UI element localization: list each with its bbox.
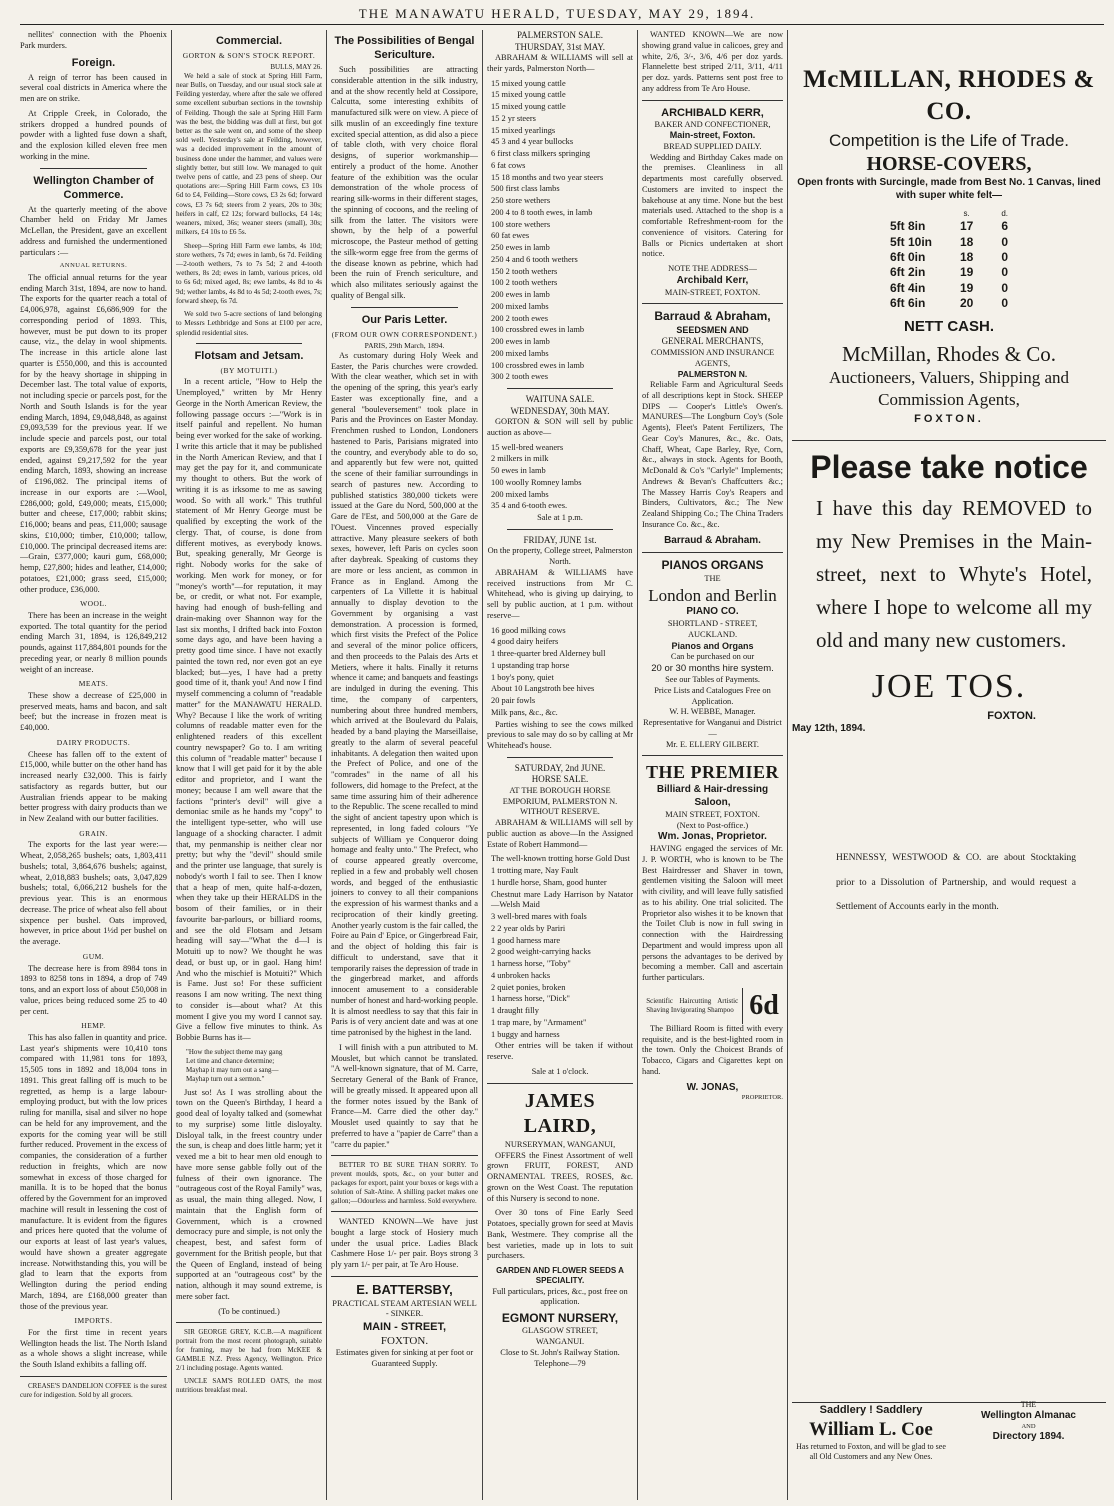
price-pence: 0	[1001, 265, 1009, 280]
pianos-manager: W. H. WEBBE, Manager.	[669, 707, 756, 717]
wool-paragraph: There has been an increase in the weight exported. The total quantity for the period ending March 31, 1894, is 126,849,212 pounds, against 117,884,801 pounds for the preceding year, or nearly 8 million pounds weight of an increase.	[20, 610, 167, 674]
laird-body: Over 30 tons of Fine Early Seed Potatoes, specially grown for seed at Mavis Bank, Westmere. They comprise all the best varieties, made up in lots to suit purchasers.	[487, 1208, 633, 1261]
dateline: BULLS, MAY 26.	[270, 62, 322, 71]
kerr-address: MAIN-STREET, FOXTON.	[664, 287, 761, 297]
paris-paragraph: As customary during Holy Week and Easter, the Paris churches were crowded. With the clear weather, which set in with the opening of the spring, this year's early Easter was exceptionally fine, and a general "bouleversement" took place in Paris and the Provinces on Easter Monday. Frenchmen rushed to London, Londoners hastened to Paris, Parisians migrated into the country, and everybody able to do so, and apparently but few were not, quitted the scene of their familiar surroundings in search of pastures new. According to published statistics 380,000 tickets were issued at the Gare du Nord, 500,000 at the Gare de l'Est, and 500,000 at the Gare de l'Ouest. Vincennes proved especially attractive. Many pleasure seekers of both sexes, however, left Paris on cycles soon after daybreak. Speaking of customs they are more or less ancient, as common in France as in England. Among the carpenters of La Villette it is habitual annually to display devotion to the Government by organising a vast demonstration. A procession is formed, which first visits the Prefect of the Police and several of the minor police officers, and then proceeds to the Palais des Arts et Metiers, where it halts. Finally it returns whence it came; and banquets and feastings are indulged in during the evening. This time, the company of carpenters, numbering about three hundred members, which arrived at the Boulevard du Palais, headed by a band playing the Marseillaise, greatly to the alarm of several peaceful inhabitants. A delegation then waited upon the Prefect of Police, and one of the "comrades" in the name of all his followers, did homage to the Prefect, at the same time assuring him of their adherence to the Republic. The scene recalled to mind the sight of ancient tapestry upon which is represented, in long faded colours "Ye subjects of William ye Conqueror doing homage and fealty unto." The Prefect, who of course appeared greatly overcome, replied in a few and probably well chosen words, and begged of the enthusiastic joiners to convey to all their companions the expression of his warmest thanks and a reciprocation of their kindly greeting. Another yearly custom is the fair called, the Foire au Pain d' Epice, or Gingerbread Fair, and the object of holding this fair is difficult to understand, save that it temporarily raises the depression of trade in the gingerbread market, and affords innocent amusement to a considerable number of honest and hard-working people. It is almost needless to say that this fair in Paris is of very ancient date and was at one time patronised by the highest in the land.	[331, 350, 478, 1038]
notice-body: I have this day REMOVED to my New Premises in the Main-street, next to Whyte's Hotel, where I hope to welcome all my old and many new customers.	[816, 495, 1092, 653]
sale-item: 200 mixed lambs	[491, 348, 549, 358]
price-shillings: 19	[959, 265, 974, 280]
flotsam-paragraph: Just so! As I was strolling about the town on the Queen's Birthday, I heard a good deal of loyalty talked and (somewhat to my surprise) some little disloyalty. Disloyal talk, in the freest country under the sun, is cheap and does little harm; yet it vexed me a bit to hear men old enough to have more sense gabble folly out of the fulness of their own ignorance. The "outrageous cost of the Royal Family" was, as usual, the main thing alleged. Now, I maintain that the English form of Government, which is a crowned democracy pure and simple, is not only the cheapest, best, and safest form of government for the British people, but that the Queen of England, instead of being supported at an "outrageous cost" by the nation, although it may sound extreme, is mere sober fact.	[176, 1087, 322, 1301]
almanac-directory: Directory 1894.	[992, 1430, 1065, 1442]
pianos-tables: See our Tables of Payments.	[665, 675, 760, 685]
sale-list	[487, 626, 633, 719]
barraud-name: Barraud & Abraham,	[654, 309, 771, 324]
barraud-sub: COMMISSION AND INSURANCE AGENTS,	[650, 347, 775, 368]
grain-paragraph: The exports for the last year were:—Wheat, 2,058,265 bushels; oats, 1,803,411 bushels; total, 3,864,676 bushels; against, wheat, 2,018,883 bushels; oats, 3,047,829 bushels; total, 6,066,212 bushels for the previous year. This is an enormous decrease. The price of wheat also fell about sixpence per bushel. Oats improved, however, in price about 1½d per bushel on the average.	[20, 840, 167, 947]
barraud-body: Reliable Farm and Agricultural Seeds of all descriptions kept in Stock. SHEEP DIPS — Cooper's Little's Owen's. MANURES—The Longburn Coy's (Sole Agents), Fleet's Patent Fertilizers, The Gear Coy's Manures, &c., &c. Oats, Chaff, Wheat, Cape Barley, Rye, Corn, &c., always in stock. Agents for Booth, McDonald & Co's "Carlyle" Implements; Andrews & Bevan's Chaffcutters &c.; The Massey Harris Coy's Reapers and Binders, Cultivators, &c.; The New Zealand Shipping Co.; The China Traders Insurance Co. &c., &c.	[642, 380, 783, 529]
premier-body: HAVING engaged the services of Mr. J. P. WORTH, who is known to be The Best Hairdresser and Shaver in town, gentlemen visiting the Saloon will meet with civility, and will leave fully satisfied as to his ability. One trial solicited. The Proprietor also wishes it to be known that the Toilet Club is now in full swing in connection with the Hairdressing Department and would impress upon all persons the advantages to be derived by becoming a member. Call and ascertain further particulars.	[642, 844, 783, 983]
price-shillings: 18	[959, 249, 974, 264]
meats-heading: MEATS.	[78, 679, 109, 689]
commercial-heading: Commercial.	[215, 35, 283, 47]
sale-item: 200 ewes in lamb	[491, 337, 550, 347]
mcmillan-title: McMILLAN, RHODES & CO.	[803, 66, 1095, 125]
sale-item: The well-known trotting horse Gold Dust	[491, 854, 630, 864]
premier-sub: Billiard & Hair-dressing Saloon,	[656, 784, 769, 809]
premier-price-box	[642, 988, 783, 1024]
premier-name: THE PREMIER	[645, 762, 779, 783]
sale-item: 200 mixed lambs	[491, 489, 549, 499]
almanac-and: AND	[1021, 1422, 1036, 1430]
sale-item: 200 mixed lambs	[491, 301, 549, 311]
sale-item: 15 2 yr steers	[491, 113, 536, 123]
hemp-heading: HEMP.	[81, 1021, 106, 1031]
kerr-trade: BAKER AND CONFECTIONER,	[654, 119, 771, 129]
hemp-paragraph: This has also fallen in quantity and price. Last year's shipments were 10,410 tons compared with 11,981 tons for 1893, 15,505 tons in 1892 and 18,004 tons in 1891. This great falling off is much to be regretted, as hemp is a large labour-employing product, but with the low prices ruling for manilla, sisal and silver no hope can be held for any improvement, and the exports for the coming year will be still further reduced. Provement in the excess of companies, the consideration of a further reduction in freights, which are now somewhat in excess of those charged for manilla. It is to be hoped that the bonus offered by the Government for an improved machine will result in lessening the cost of manufacture. It is evident from the figures and prices here quoted that the volume of our exports at least of last year's values, would have shown a greater aggregate increase. Notwithstanding this, you will be glad to learn that the exports from Wellington during the period ending March, 1894, are £168,000 greater than those of the previous year.	[20, 1032, 167, 1311]
flotsam-heading: Flotsam and Jetsam.	[194, 349, 304, 362]
sale-item: 15 mixed young cattle	[491, 78, 566, 88]
kerr-street: Main-street, Foxton.	[669, 130, 756, 141]
almanac-title: Wellington Almanac	[980, 1410, 1076, 1421]
pianos-heading: PIANOS ORGANS	[661, 558, 764, 573]
laird-note: Full particulars, prices, &c., post free on application.	[492, 1286, 628, 1307]
battersby-town: FOXTON.	[380, 1335, 429, 1348]
price-row	[876, 250, 1022, 265]
price-pence: 0	[1001, 295, 1009, 310]
column-divider	[787, 30, 788, 1500]
battersby-name: E. BATTERSBY,	[356, 1281, 453, 1297]
sale-item: 2 milkers in milk	[491, 454, 549, 464]
rolled-oats-ad: UNCLE SAM'S ROLLED OATS, the most nutritious breakfast meal.	[176, 1377, 322, 1395]
mcmillan-town: FOXTON.	[914, 412, 984, 425]
notice-signature: JOE TOS.	[871, 668, 1027, 706]
egmont-town: WANGANUI.	[535, 1337, 585, 1347]
price-row	[876, 235, 1022, 250]
sale-date: SATURDAY, 2nd JUNE.	[514, 762, 606, 773]
premier-address: MAIN STREET, FOXTON.	[665, 809, 760, 819]
sale-item: 100 2 tooth wethers	[491, 278, 558, 288]
egmont-telephone: Telephone—79	[534, 1358, 586, 1368]
sale-item: 1 hurdle horse, Sham, good hunter	[491, 877, 607, 887]
sale-item: 1 upstanding trap horse	[491, 660, 570, 670]
premier-signature-title: PROPRIETOR.	[741, 1094, 783, 1102]
sale-list	[487, 79, 633, 384]
sale-item: 2 good weight-carrying hacks	[491, 947, 591, 957]
sale-item: 250 4 and 6 tooth wethers	[491, 254, 578, 264]
stock-paragraph: Sheep—Spring Hill Farm ewe lambs, 4s 10d; store wethers, 7s 7d; ewes in lamb, 6s 7d. Feilding—2-tooth wethers, 7s to 7s 5d; 2 and 4-tooth wethers, 8s 2d; ewes in lamb, various prices, old to 6s 6d; mixed aged, 8s; ewe lambs, 4s 8d to 4s 9d; wether lambs, 4s 8d to 4s 5d; 2-tooth ewes, 7s; forward sheep, 6s 7d.	[176, 241, 322, 305]
laird-seeds: GARDEN AND FLOWER SEEDS A SPECIALITY.	[496, 1266, 624, 1286]
commercial-subheading: GORTON & SON'S STOCK REPORT.	[182, 51, 316, 61]
laird-name: JAMES LAIRD,	[523, 1089, 597, 1138]
paris-byline: (FROM OUR OWN CORRESPONDENT.)	[331, 329, 478, 339]
sale-time: Sale at 1 p.m.	[537, 513, 583, 523]
pianos-co: PIANO CO.	[686, 606, 739, 618]
burns-verse: "How the subject theme may gang Let time and chance determine; Mayhap it may turn out a sang— Mayhap turn out a sermon."	[186, 1047, 283, 1083]
sale-item: 4 good dairy heifers	[491, 637, 559, 647]
sale-item: 6 first class milkers springing	[491, 149, 591, 159]
sale-time: Sale at 1 o'clock.	[531, 1066, 589, 1076]
imports-paragraph: For the first time in recent years Wellington heads the list. The North Island as a whole shows a slight increase, while the South Island exhibits a falling off.	[20, 1327, 167, 1370]
sale-item: 1 draught filly	[491, 1006, 539, 1016]
price-size: 6ft 4in	[889, 280, 926, 295]
sale-note: Other entries will be taken if without reserve.	[487, 1041, 633, 1062]
salt-atine-ad: BETTER TO BE SURE THAN SORRY. To prevent moulds, spots, &c., on your butter and packages for export, paint your boxes or kegs with a solution of Salt-Atine. A shilling packet makes one gallon;—Odourless and harmless. Sold everywhere.	[331, 1161, 478, 1206]
top-rule	[20, 24, 1104, 25]
price-size: 5ft 10in	[889, 234, 932, 249]
intro-text: nellites' connection with the Phoenix Park murders.	[20, 30, 167, 50]
price-shillings: 17	[959, 219, 974, 234]
pianos-rep: Mr. E. ELLERY GILBERT.	[665, 739, 759, 749]
mcmillan-name: McMillan, Rhodes & Co.	[841, 341, 1057, 366]
mcmillan-nett: NETT CASH.	[904, 318, 994, 336]
sale-note: Parties wishing to see the cows milked previous to sale may do so by calling at Mr Whitehead's house.	[487, 719, 633, 751]
sale-item: 1 trotting mare, Nay Fault	[491, 866, 579, 876]
sale-item: 250 store wethers	[491, 196, 551, 206]
battersby-note: Estimates given for sinking at per foot or Guaranteed Supply.	[335, 1348, 474, 1368]
sale-intro: GORTON & SON will sell by public auction as above—	[487, 417, 633, 437]
price-row	[876, 296, 1022, 311]
egmont-note: Close to St. John's Railway Station.	[500, 1347, 620, 1357]
sale-item: 100 store wethers	[491, 219, 551, 229]
barraud-sub: SEEDSMEN AND	[676, 324, 749, 335]
paris-heading: Our Paris Letter.	[361, 313, 448, 326]
laird-sub: NURSERYMAN, WANGANUI,	[504, 1139, 616, 1149]
sale-item: Chestnut mare Lady Harrison by Natator—Welsh Maid	[491, 889, 633, 910]
sale-item: About 10 Langstroth bee hives	[491, 684, 595, 694]
notice-heading: Please take notice	[810, 448, 1088, 485]
pianos-rep: Representative for Wanganui and District—	[643, 718, 782, 738]
masthead: THE MANAWATU HERALD, TUESDAY, MAY 29, 1894.	[358, 6, 756, 21]
sale-place: On the property, College street, Palmerston North.	[487, 546, 633, 567]
premier-signature: W. JONAS,	[686, 1081, 739, 1093]
sale-intro: ABRAHAM & WILLIAMS will sell at their yards, Palmerston North—	[487, 53, 633, 73]
coe-name: William L. Coe	[809, 1418, 933, 1440]
sale-heading: WAITUNA SALE.	[525, 394, 595, 405]
price-row	[876, 219, 1022, 234]
price-row	[876, 265, 1022, 280]
sale-date: FRIDAY, JUNE 1st.	[523, 534, 597, 545]
sale-item: 35 4 and 6-tooth ewes.	[491, 501, 568, 511]
hennessy-notice: HENNESSY, WESTWOOD & CO. are about Stocktaking prior to a Dissolution of Partnership, and would request a Settlement of Accounts early in the month.	[836, 852, 1076, 913]
battersby-trade: PRACTICAL STEAM ARTESIAN WELL - SINKER.	[332, 1298, 477, 1319]
coe-ad	[792, 1404, 950, 1462]
sale-item: 15 well-bred weaners	[491, 442, 564, 452]
mcmillan-profession: Auctioneers, Valuers, Shipping and Commission Agents,	[828, 368, 1069, 410]
gum-heading: GUM.	[82, 951, 105, 961]
continued-note: (To be continued.)	[218, 1306, 280, 1316]
imports-heading: IMPORTS.	[74, 1316, 113, 1326]
bengal-heading: The Possibilities of Bengal Sericulture.	[334, 35, 475, 62]
calico-ad: WANTED KNOWN—We are now showing grand value in calicoes, grey and white, 2/6, 3/-, 3/6, 4/6 per doz yards. Flannelette best striped 2/11, 3/11, 4/11 per doz. yards. Patterns sent post free to any address from Te Aro House.	[642, 30, 783, 93]
price-pence: 0	[1001, 280, 1009, 295]
column-divider	[171, 30, 172, 1500]
sale-item: 1 boy's pony, quiet	[491, 672, 554, 682]
grey-portrait-ad: SIR GEORGE GREY, K.C.B.—A magnificent portrait from the most recent photograph, suitable for framing, may be had from McKEE & GAMBLE N.Z. Press Agency, Wellington. Price 2/1 including postage. Agents wanted.	[176, 1328, 322, 1373]
price-row	[876, 281, 1022, 296]
bengal-paragraph: Such possibilities are attracting considerable attention in the silk industry, and at the show recently held at Cossipore, Calcutta, some interesting exhibits of manufactured silk were on view. A piece of silk muslin of an exceedingly fine texture excited special attention, as did also a piece of table cloth, with very choice floral designs, of superior workmanship—entirely a product of the home. Another feature of the exhibition was the ocular demonstration of the whole process of rearing silk-worms in their different stages, the spinning of cocoons, and the reeling of silk from the latter. The visitors were shown, by the help of a powerful microscope, the Pasteur method of getting the silk-worm egge free from the germs of the disease known as pebrine, which had been the ruin of French sericulture, and which also militates seriously against the quality of Bengal silk.	[331, 65, 478, 300]
coe-body: Has returned to Foxton, and will be glad to see all Old Customers and any New Ones.	[796, 1441, 946, 1461]
chamber-heading: Wellington Chamber of Commerce.	[33, 174, 154, 201]
sale-list	[487, 443, 633, 513]
foreign-heading: Foreign.	[71, 56, 116, 69]
premier-price: 6d	[742, 988, 779, 1024]
mcmillan-description: Open fronts with Surcingle, made from Best No. 1 Canvas, lined with super white felt—	[797, 177, 1101, 202]
sale-item: 1 harness horse, "Toby"	[491, 959, 571, 969]
egmont-name: EGMONT NURSERY,	[501, 1311, 619, 1326]
sale-item: 250 ewes in lamb	[491, 243, 550, 253]
sale-date: WEDNESDAY, 30th MAY.	[510, 405, 610, 416]
column-foreign-chamber: nellites' connection with the Phoenix Park murders. Foreign. A reign of terror has been caused in several coal districts in America where the men are on strike. At Cripple Creek, in Colorado, the strikers dropped a hundred pounds of powder with a lighted fuse down a shaft, and the explosion killed eleven free men working in the mine. Wellington Chamber of Commerce. At the quarterly meeting of the above Chamber held on Friday Mr James McLellan, the President, gave an excellent address and furnished the undermentioned particulars :— ANNUAL RETURNS. The official annual returns for the year ending March 31st, 1894, are now to hand. The exports for the quarter reach a total of £4,006,978, against £6,686,909 for the corresponding period of 1893. This, however, must be put down to its proper cause, viz., the delay in wool shipments. The increase in this article alone last quarter is £550,000, and this is accounted for by the heavy shortage in shipping in December last. The total value of exports, not including specie or parcels post, for the North and South Islands is for the year ending March, 1894, £9,048,848, as against £9,093,539 for the previous year. If we include specie and parcels post, our total exports are £9,359,678 for the year just ended, against £9,217,592 for the year ending March, 1893, showing an increase of £196,082. The principal items of increase in our exports are :—Wool, £286,000; gold, £49,000; meats, £15,000; butter and cheese, £17,000; rabbit skins; £16,000; beans and peas, £11,000; sausage skins, £10,000; timber, £10,000; tallow, £10,000. The principal decreased items are:—Grain, £377,000; kauri gum, £68,000; hemp, £27,800; hides and leather, £14,000; potatoes, £21,000; grass seed, £15,000; other produce, £36,000. WOOL. There has been an increase in the weight exported. The total quantity for the period ending March 31, 1894, is 126,849,212 pounds, against 117,884,801 pounds for the preceding year, or nearly 8 million pounds weight of an increase. MEATS. These show a decrease of £25,000 in preserved meats, hams and bacon, and salt beef; but the increase in frozen meat is £40,000. DAIRY PRODUCTS. Cheese has fallen off to the extent of £15,000, while butter on the other hand has increased nearly £32,000. This is fairly satisfactory as regards butter, but our Australian friends appear to be making better progress with dairy products than we in New Zealand with our butter facilities. GRAIN. The exports for the last year were:—Wheat, 2,058,265 bushels; oats, 1,803,411 bushels; total, 3,864,676 bushels; against, wheat, 2,018,883 bushels; oats, 3,047,829 bushels; total, 6,066,212 bushels for the previous year. This is an enormous decrease. The price of wheat also fell about sixpence per bushel. Oats improved, however, in price about 1½d per bushel on the average. GUM. The decrease here is from 8984 tons in 1893 to 8258 tons in 1894, a drop of 749 tons, and an export loss of about £50,008 in value, prices being reduced some 25 to 40 per cent. HEMP. This has also fallen in quantity and price. Last year's shipments were 10,410 tons compared with 11,981 tons for 1893, 15,505 tons in 1892 and 18,004 tons in 1891. This great falling off is much to be regretted, as hemp is a large labour-employing product, but with the low prices ruling for manilla, sisal and silver no hope can be held for any improvement, and the exports for the coming year will be still further reduced. Provement in the excess of companies, the consideration of a further reduction in freights, which are now somewhat in excess of those charged for manilla. It is to be hoped that the bonus offered by the Government for an improved machine will result in lessening the cost of manufacture. It is evident from the figures and prices here quoted that the volume of our exports at least of last year's values, would have shown a greater aggregate increase. Notwithstanding this, you will be glad to learn that the exports from Wellington during the period ending March, 1894, are £168,000 greater than those of the previous year. IMPORTS. For the first time in recent years Wellington heads the list. The North Island as a whole shows a slight increase, while the South Island exhibits a falling off. CREASE'S DANDELION COFFEE is the surest cure for indigestion. Sold by all grocers.	[20, 30, 167, 1399]
barraud-signature: Barraud & Abraham.	[664, 534, 761, 546]
meats-paragraph: These show a decrease of £25,000 in preserved meats, hams and bacon, and salt beef; but the increase in frozen meat is £40,000.	[20, 690, 167, 733]
flotsam-paragraph: In a recent article, "How to Help the Unemployed," written by Mr Henry George in the North American Review, the following passage occurs :—"Work is in itself painful and repellent. No human being ever worked for the sake of working. I write this article that it may be published in the North American Review, and that I may get the pay for it, and communicate my thought to others. But the work of writing it is as irksome to me as sawing wood. So with all work." This truthful statement of Mr Henry George must be qualified by excepting the work of the clergy. That, of course, is done from different motives, as everybody knows. But, speaking generally, Mr George is right. Nobody works for the sake of working. Men work for money, or for "money's worth"—for reputation, it may be, or credit, or what not. For example, having had enough of bush-felling and drain-making over Shannon way for the last six months, I drifted back into Foxton some days ago, and have been having a pretty good time since. I have not exactly painted the town red, nor even got an eye blacked; but—yes, I have had a pretty good time of it, thank you! And now I find myself commencing a column of "readable matter" for the MANAWATU HERALD. Why? Because I like the work of writing columns of readable matter even for the enlightened readers of this excellent country newspaper? Go to. I am writing this column of "readable matter" because I know that I will get paid for it by the able editor and proprietor, and I want the money; because I am well aware that the factions "printer's devil" will give a demoniac smile as he hands my "copy" to the intelligent type-setter, who will use language of a shocking character. I admit that, my penmanship is neither clear nor pretty; but why the "devil" should smile and the printer use language, that surely is nobody's worth I fail to see. Then I know that a heap of men, quite half-a-dozen, when they take up their HERALDS in the bosom of their families, or in their favourite bar-parlours, or billiard rooms, and see the old Flotsam and Jetsam heading will say—"What the d—l is Motuiti up to now? We thought he was dead, or bust up, or in gaol. Hang him! And who the mischief is Motuiti?" Which is Fame. Just so! For these sufficient reasons I am now writing. The next thing to consider is—about what? At this moment I give you my word I cannot say. Give a fellow five minutes to think. As Bobbie Burns has it—	[176, 377, 322, 1043]
kerr-body: Wedding and Birthday Cakes made on the premises. Cleanliness in all departments most carefully observed. Customers are invited to inspect the bakehouse at any time. None but the best materials used. Attached to the shop is a comfortable Refreshment-room for the convenience of visitors. Catering for Balls or Picnics undertaken at short notice.	[642, 152, 783, 259]
dairy-heading: DAIRY PRODUCTS.	[56, 737, 131, 747]
sale-item: 1 trap mare, by "Armament"	[491, 1017, 587, 1027]
sale-item: 1 good harness mare	[491, 935, 561, 945]
mcmillan-tagline: Competition is the Life of Trade.	[828, 131, 1070, 150]
price-pence: 6	[1001, 219, 1009, 234]
sale-item: 15 18 months and two year steers	[491, 172, 604, 182]
paris-dateline: PARIS, 29th March, 1894.	[364, 341, 445, 351]
notice-date: May 12th, 1894.	[792, 723, 866, 735]
column-divider	[482, 30, 483, 1500]
stock-paragraph: We held a sale of stock at Spring Hill Farm, near Bulls, on Tuesday, and our usual stock sale at Feilding yesterday, where after the sale we offered some excellent suburban sections in the township of Feilding. Though the sale at Spring Hill Farm was the best, the bidding was dull at first, but got better as the sale went on, and some of the sheep sold well. Yesterday's sale at Feilding, however, was a decided improvement in the amount of business done under the hammer, and values were slightly better, but still low. We managed to quit twelve pens of cattle, and 23 pens of sheep. Our quotations are:—Spring Hill Farm cows, £3 10s 6d to £4, Feilding—Store cows, £3 2s 6d; forward cows, £3 7s 6d; steers from 2 years, 20s to 30s; heifers in calf, £2 12s; forward bullocks, £4 14s; weaners, mixed, 36s; weaner steers (small), 30s; milkers, £4 10s to £6 5s.	[176, 71, 322, 237]
sale-item: 6 fat cows	[491, 160, 526, 170]
column-ads	[642, 30, 783, 1500]
sale-item: 500 first class lambs	[491, 184, 560, 194]
paris-paragraph: I will finish with a pun attributed to M. Mouslet, but which cannot be translated. "A well-known signature, that of M. Carre, Secretary General of the Bank of France, will be greatly missed. It appeared upon all the former notes issued by the Bank of France—M. Carre died the other day." Mouslet used quaintly to say that he preferred to have a "papier de Carre" than a "carre du papier."	[331, 1042, 478, 1149]
column-commercial	[176, 30, 322, 1500]
foreign-paragraph: A reign of terror has been caused in several coal districts in America where the men are on strike.	[20, 72, 167, 104]
sale-item: 150 2 tooth wethers	[491, 266, 558, 276]
premier-next: (Next to Post-office.)	[676, 820, 749, 830]
price-shillings: 19	[959, 280, 974, 295]
column-divider	[637, 30, 638, 1500]
sale-item: 300 2 tooth ewes	[491, 372, 548, 382]
gum-paragraph: The decrease here is from 8984 tons in 1893 to 8258 tons in 1894, a drop of 749 tons, and an export loss of about £50,008 in value, prices being reduced some 25 to 40 per cent.	[20, 963, 167, 1016]
price-size: 6ft 0in	[889, 249, 926, 264]
sale-item: 1 three-quarter bred Alderney bull	[491, 649, 606, 659]
column-divider	[326, 30, 327, 1500]
dairy-paragraph: Cheese has fallen off to the extent of £15,000, while butter on the other hand has increased nearly £32,000. This is fairly satisfactory as regards butter, but our Australian friends appear to be making better progress with dairy products than we in New Zealand with our butter facilities.	[20, 749, 167, 824]
sale-item: 15 mixed young cattle	[491, 90, 566, 100]
kerr-signature: Archibald Kerr,	[676, 274, 749, 286]
pence-header: d.	[1001, 208, 1009, 218]
column-large-ads	[792, 30, 1106, 1500]
pianos-town: AUCKLAND.	[687, 629, 738, 639]
sale-item: 1 harness horse, "Dick"	[491, 994, 570, 1004]
sale-item: 1 buggy and harness	[491, 1029, 560, 1039]
sale-item: 200 4 to 8 tooth ewes, in lamb	[491, 207, 593, 217]
sale-item: 60 fat ewes	[491, 231, 530, 241]
stock-paragraph: We sold two 5-acre sections of land belonging to Messrs Lethbridge and Sons at £100 per acre, splendid residential sites.	[176, 310, 322, 337]
sale-item: 4 unbroken hacks	[491, 970, 551, 980]
grain-heading: GRAIN.	[79, 828, 108, 838]
column-sales	[487, 30, 633, 1500]
kerr-bread: BREAD SUPPLIED DAILY.	[663, 141, 762, 151]
pianos-line: Pianos and Organs	[671, 640, 754, 651]
sale-item: 100 crossbred ewes in lamb	[491, 325, 585, 335]
sale-place: AT THE BOROUGH HORSE EMPORIUM, PALMERSTON N.	[502, 785, 618, 806]
sale-item: 100 woolly Romney lambs	[491, 477, 582, 487]
mcmillan-horse-covers: HORSE-COVERS,	[866, 152, 1032, 175]
kerr-name: ARCHIBALD KERR,	[661, 106, 764, 119]
wool-heading: WOOL.	[80, 599, 107, 609]
pianos-street: SHORTLAND - STREET,	[667, 619, 758, 629]
sale-item: 3 well-bred mares with foals	[491, 912, 587, 922]
price-shillings: 20	[959, 295, 974, 310]
sale-item: 2 2 year olds by Pariri	[491, 923, 566, 933]
price-table	[876, 209, 1022, 311]
pianos-body: Can be purchased on our	[670, 652, 755, 662]
sale-item: 50 ewes in lamb	[491, 466, 546, 476]
sale-item: 100 crossbred ewes in lamb	[491, 360, 585, 370]
pianos-company: London and Berlin	[648, 585, 777, 605]
sale-item: 200 2 tooth ewes	[491, 313, 548, 323]
premier-room: The Billiard Room is fitted with every requisite, and is the best-lighted room in the town. Only the Choicest Brands of Tobacco, Cigars and Cigarettes kept on hand.	[642, 1023, 783, 1076]
pianos-the: THE	[704, 573, 721, 583]
pianos-lists: Price Lists and Catalogues Free on Application.	[654, 685, 771, 706]
sale-item: 45 3 and 4 year bullocks	[491, 137, 574, 147]
sale-intro: ABRAHAM & WILLIAMS will sell by public auction as above—In the Assigned Estate of Robert Hammond—	[487, 818, 633, 849]
sale-item: 16 good milking cows	[491, 625, 566, 635]
price-shillings: 18	[959, 234, 974, 249]
coffee-ad: CREASE'S DANDELION COFFEE is the surest cure for indigestion. Sold by all grocers.	[20, 1381, 167, 1399]
sale-item: 15 mixed young cattle	[491, 102, 566, 112]
hosiery-ad: WANTED KNOWN—We have just bought a large stock of Hosiery much under the usual price. Ladies Black Cashmere Hose 1/- per pair. Boys strong 3 ply yarn 1/- per pair, at Te Aro House.	[331, 1217, 478, 1270]
sale-item: 20 pair fowls	[491, 696, 536, 706]
sale-list	[487, 854, 633, 1040]
notice-town: FOXTON.	[987, 709, 1036, 722]
chamber-paragraph: The official annual returns for the year ending March 31st, 1894, are now to hand. The exports for the quarter reach a total of £4,006,978, against £6,686,909 for the corresponding period of 1893. This, however, must be put down to its proper cause, viz., the delay in wool shipments. The increase in this article alone last quarter is £550,000, and this is accounted for by the heavy shortage in shipping in December last. The total value of exports, not including specie or parcels post, for the North and South Islands is for the year ending March, 1894, £9,048,848, as against £9,093,539 for the previous year. If we include specie and parcels post, our total exports are £9,359,678 for the year just ended, against £9,217,592 for the year ending March, 1893, showing an increase of £196,082. The principal items of increase in our exports are :—Wool, £286,000; gold, £49,000; meats, £15,000; butter and cheese, £17,000; rabbit skins; £16,000; beans and peas, £11,000; sausage skins, £10,000; timber, £10,000; tallow, £10,000. The principal decreased items are:—Grain, £377,000; kauri gum, £68,000; hemp, £27,800; hides and leather, £14,000; potatoes, £21,000; grass seed, £15,000; other produce, £36,000.	[20, 272, 167, 594]
price-pence: 0	[1001, 249, 1009, 264]
sale-item: 200 ewes in lamb	[491, 290, 550, 300]
battersby-street: MAIN - STREET,	[362, 1321, 447, 1334]
shillings-header: s.	[963, 208, 970, 218]
sale-intro: ABRAHAM & WILLIAMS have received instructions from Mr C. Whitehead, who is giving up dairying, to sell by public auction, at 1 p.m. without reserve—	[487, 567, 633, 620]
laird-body: OFFERS the Finest Assortment of well grown FRUIT, FOREST, AND ORNAMENTAL TREES, ROSES, &c. grown on the West Coast. The reputation of this Nursery is second to none.	[487, 1150, 633, 1203]
almanac-ad	[951, 1400, 1106, 1443]
price-pence: 0	[1001, 234, 1009, 249]
sale-reserve: WITHOUT RESERVE.	[520, 807, 600, 817]
flotsam-byline: (BY MOTUITI.)	[220, 365, 278, 375]
barraud-sub: GENERAL MERCHANTS,	[661, 336, 764, 347]
sale-date: THURSDAY, 31st MAY.	[514, 41, 606, 52]
premier-services: Scientific Haircutting Artistic Shaving Invigorating Shampoo	[646, 996, 739, 1014]
chamber-paragraph: At the quarterly meeting of the above Chamber held on Friday Mr James McLellan, the President, gave an excellent address and furnished the undermentioned particulars :—	[20, 204, 167, 257]
pianos-terms: 20 or 30 months hire system.	[651, 662, 774, 674]
price-size: 6ft 2in	[889, 265, 926, 280]
sale-heading: HORSE SALE.	[531, 774, 589, 785]
barraud-town: PALMERSTON N.	[677, 369, 748, 380]
kerr-note: NOTE THE ADDRESS—	[668, 264, 757, 274]
price-size: 5ft 8in	[889, 219, 926, 234]
column-bengal-paris	[331, 30, 478, 1500]
sale-item: Milk pans, &c., &c.	[491, 707, 558, 717]
price-size: 6ft 6in	[889, 295, 926, 310]
egmont-street: GLASGOW STREET,	[522, 1326, 598, 1336]
foreign-paragraph: At Cripple Creek, in Colorado, the strikers dropped a hundred pounds of powder with a lighted fuse down a shaft, and the explosion killed eleven free men working in the mine.	[20, 108, 167, 161]
coe-heading: Saddlery ! Saddlery	[819, 1404, 923, 1416]
almanac-the: THE	[1020, 1400, 1037, 1409]
sale-heading: PALMERSTON SALE.	[516, 30, 604, 40]
sale-item: 2 quiet ponies, broken	[491, 982, 566, 992]
premier-proprietor: Wm. Jonas, Proprietor.	[658, 831, 767, 843]
sale-item: 15 mixed yearlings	[491, 125, 556, 135]
